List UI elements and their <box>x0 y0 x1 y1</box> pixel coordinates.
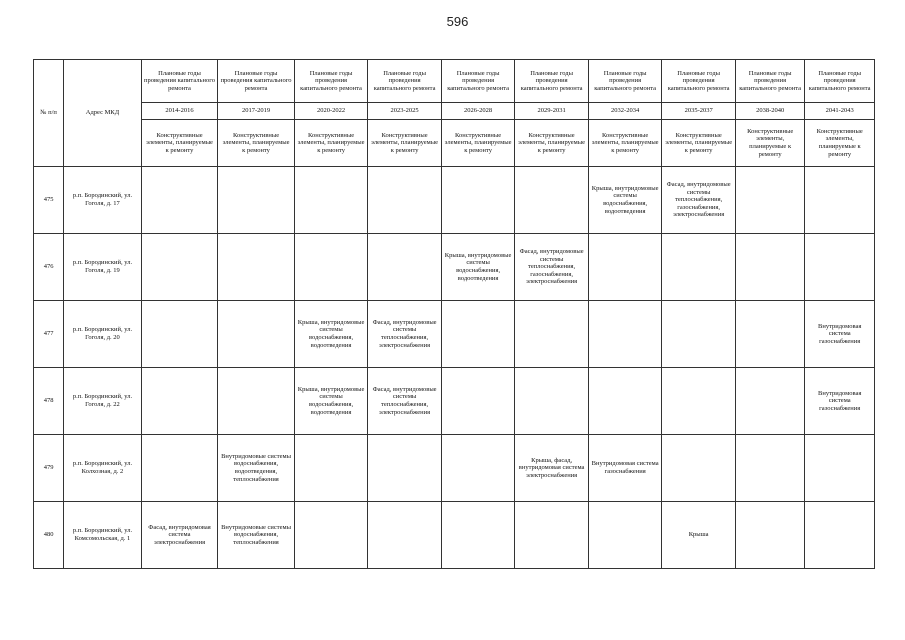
table-row <box>34 502 875 569</box>
col-num-header: № п/п <box>34 60 64 167</box>
elements-header: Конструктивные элементы, планируемые к ремонту <box>294 120 368 167</box>
repair-elements-cell <box>441 167 515 234</box>
year-range: 2041-2043 <box>805 103 875 120</box>
repair-elements-cell <box>368 502 442 569</box>
repair-elements-cell <box>294 167 368 234</box>
repair-elements-cell <box>141 301 218 368</box>
repair-elements-cell <box>141 368 218 435</box>
repair-elements-cell <box>368 167 442 234</box>
period-header: Плановые годы проведения капитального ремонта <box>441 60 515 103</box>
period-header: Плановые годы проведения капитального ремонта <box>218 60 295 103</box>
repair-elements-cell <box>805 435 875 502</box>
elements-header: Конструктивные элементы, планируемые к ремонту <box>141 120 218 167</box>
row-address: р.п. Бородинский, ул. Гоголя, д. 20 <box>64 301 142 368</box>
repair-elements-cell: Крыша, внутридомовые системы водоснабжения, водоотведения <box>294 368 368 435</box>
year-range: 2023-2025 <box>368 103 442 120</box>
page-number: 596 <box>446 14 469 29</box>
year-range: 2020-2022 <box>294 103 368 120</box>
repair-elements-cell <box>805 502 875 569</box>
repair-elements-cell <box>141 435 218 502</box>
row-address: р.п. Бородинский, ул. Гоголя, д. 22 <box>64 368 142 435</box>
repair-elements-cell <box>294 502 368 569</box>
repair-elements-cell <box>441 368 515 435</box>
repair-elements-cell <box>735 435 804 502</box>
repair-elements-cell: Внутридомовая система газоснабжения <box>805 301 875 368</box>
elements-header: Конструктивные элементы, планируемые к ремонту <box>441 120 515 167</box>
year-range: 2014-2016 <box>141 103 218 120</box>
repair-elements-cell: Внутридомовая система газоснабжения <box>805 368 875 435</box>
elements-header: Конструктивные элементы, планируемые к ремонту <box>515 120 589 167</box>
table-row <box>34 435 875 502</box>
repair-elements-cell <box>735 234 804 301</box>
period-header: Плановые годы проведения капитального ремонта <box>368 60 442 103</box>
row-address: р.п. Бородинский, ул. Колхозная, д. 2 <box>64 435 142 502</box>
repair-elements-cell <box>588 301 662 368</box>
repair-elements-cell <box>662 368 736 435</box>
repair-elements-cell: Внутридомовые системы водоснабжения, водоотведения, теплоснабжения <box>218 435 295 502</box>
repair-elements-cell: Крыша, фасад, внутридомовая система электроснабжения <box>515 435 589 502</box>
period-header: Плановые годы проведения капитального ремонта <box>735 60 804 103</box>
year-range: 2026-2028 <box>441 103 515 120</box>
col-address-header: Адрес МКД <box>64 60 142 167</box>
repair-elements-cell <box>218 368 295 435</box>
repair-elements-cell <box>662 234 736 301</box>
repair-elements-cell <box>294 234 368 301</box>
row-number: 475 <box>34 167 64 234</box>
header-row-period <box>34 60 875 103</box>
repair-elements-cell <box>441 301 515 368</box>
repair-elements-cell <box>218 167 295 234</box>
repair-elements-cell: Фасад, внутридомовые системы теплоснабжения, электроснабжения <box>368 368 442 435</box>
repair-elements-cell <box>515 368 589 435</box>
repair-elements-cell <box>735 167 804 234</box>
elements-header: Конструктивные элементы, планируемые к ремонту <box>588 120 662 167</box>
row-number: 478 <box>34 368 64 435</box>
repair-elements-cell: Фасад, внутридомовые системы теплоснабжения, газоснабжения, электроснабжения <box>662 167 736 234</box>
header-row-years <box>34 103 875 120</box>
elements-header: Конструктивные элементы, планируемые к ремонту <box>805 120 875 167</box>
period-header: Плановые годы проведения капитального ремонта <box>515 60 589 103</box>
table-body <box>34 167 875 569</box>
repair-elements-cell: Внутридомовые системы водоснабжения, теплоснабжения <box>218 502 295 569</box>
repair-elements-cell <box>735 301 804 368</box>
repair-elements-cell <box>515 301 589 368</box>
repair-elements-cell <box>735 368 804 435</box>
repair-elements-cell: Фасад, внутридомовые системы теплоснабжения, газоснабжения, электроснабжения <box>515 234 589 301</box>
period-header: Плановые годы проведения капитального ремонта <box>588 60 662 103</box>
year-range: 2017-2019 <box>218 103 295 120</box>
period-header: Плановые годы проведения капитального ремонта <box>662 60 736 103</box>
repair-elements-cell <box>294 435 368 502</box>
period-header: Плановые годы проведения капитального ремонта <box>141 60 218 103</box>
row-number: 477 <box>34 301 64 368</box>
header-row-elements <box>34 120 875 167</box>
repair-elements-cell: Фасад, внутридомовая система электроснабжения <box>141 502 218 569</box>
year-range: 2029-2031 <box>515 103 589 120</box>
repair-elements-cell <box>588 368 662 435</box>
elements-header: Конструктивные элементы, планируемые к ремонту <box>368 120 442 167</box>
table-row <box>34 167 875 234</box>
year-range: 2032-2034 <box>588 103 662 120</box>
repair-elements-cell: Крыша, внутридомовые системы водоснабжения, водоотведения <box>294 301 368 368</box>
repair-elements-cell <box>218 234 295 301</box>
repair-elements-cell <box>805 167 875 234</box>
repair-elements-cell <box>662 301 736 368</box>
table-row <box>34 368 875 435</box>
repair-elements-cell: Крыша, внутридомовые системы водоснабжения, водоотведения <box>588 167 662 234</box>
table-row <box>34 234 875 301</box>
elements-header: Конструктивные элементы, планируемые к ремонту <box>735 120 804 167</box>
repair-elements-cell <box>441 435 515 502</box>
repair-elements-cell <box>441 502 515 569</box>
repair-elements-cell <box>515 502 589 569</box>
table-row <box>34 301 875 368</box>
repair-elements-cell <box>141 167 218 234</box>
repair-elements-cell <box>588 234 662 301</box>
repair-elements-cell <box>368 234 442 301</box>
repair-elements-cell: Крыша, внутридомовые системы водоснабжения, водоотведения <box>441 234 515 301</box>
year-range: 2035-2037 <box>662 103 736 120</box>
repair-elements-cell <box>141 234 218 301</box>
repair-elements-cell <box>218 301 295 368</box>
row-number: 479 <box>34 435 64 502</box>
table-header <box>34 60 875 167</box>
row-number: 480 <box>34 502 64 569</box>
repair-elements-cell <box>588 502 662 569</box>
year-range: 2038-2040 <box>735 103 804 120</box>
repair-elements-cell <box>368 435 442 502</box>
repair-elements-cell: Фасад, внутридомовые системы теплоснабжения, электроснабжения <box>368 301 442 368</box>
row-address: р.п. Бородинский, ул. Гоголя, д. 17 <box>64 167 142 234</box>
repair-elements-cell <box>662 435 736 502</box>
repair-elements-cell <box>515 167 589 234</box>
period-header: Плановые годы проведения капитального ремонта <box>294 60 368 103</box>
elements-header: Конструктивные элементы, планируемые к ремонту <box>662 120 736 167</box>
repair-elements-cell: Внутридомовая система газоснабжения <box>588 435 662 502</box>
capital-repair-table <box>33 59 875 569</box>
repair-elements-cell <box>805 234 875 301</box>
row-address: р.п. Бородинский, ул. Гоголя, д. 19 <box>64 234 142 301</box>
repair-elements-cell <box>735 502 804 569</box>
repair-elements-cell: Крыша <box>662 502 736 569</box>
elements-header: Конструктивные элементы, планируемые к ремонту <box>218 120 295 167</box>
row-address: р.п. Бородинский, ул. Комсомольская, д. 1 <box>64 502 142 569</box>
period-header: Плановые годы проведения капитального ремонта <box>805 60 875 103</box>
row-number: 476 <box>34 234 64 301</box>
